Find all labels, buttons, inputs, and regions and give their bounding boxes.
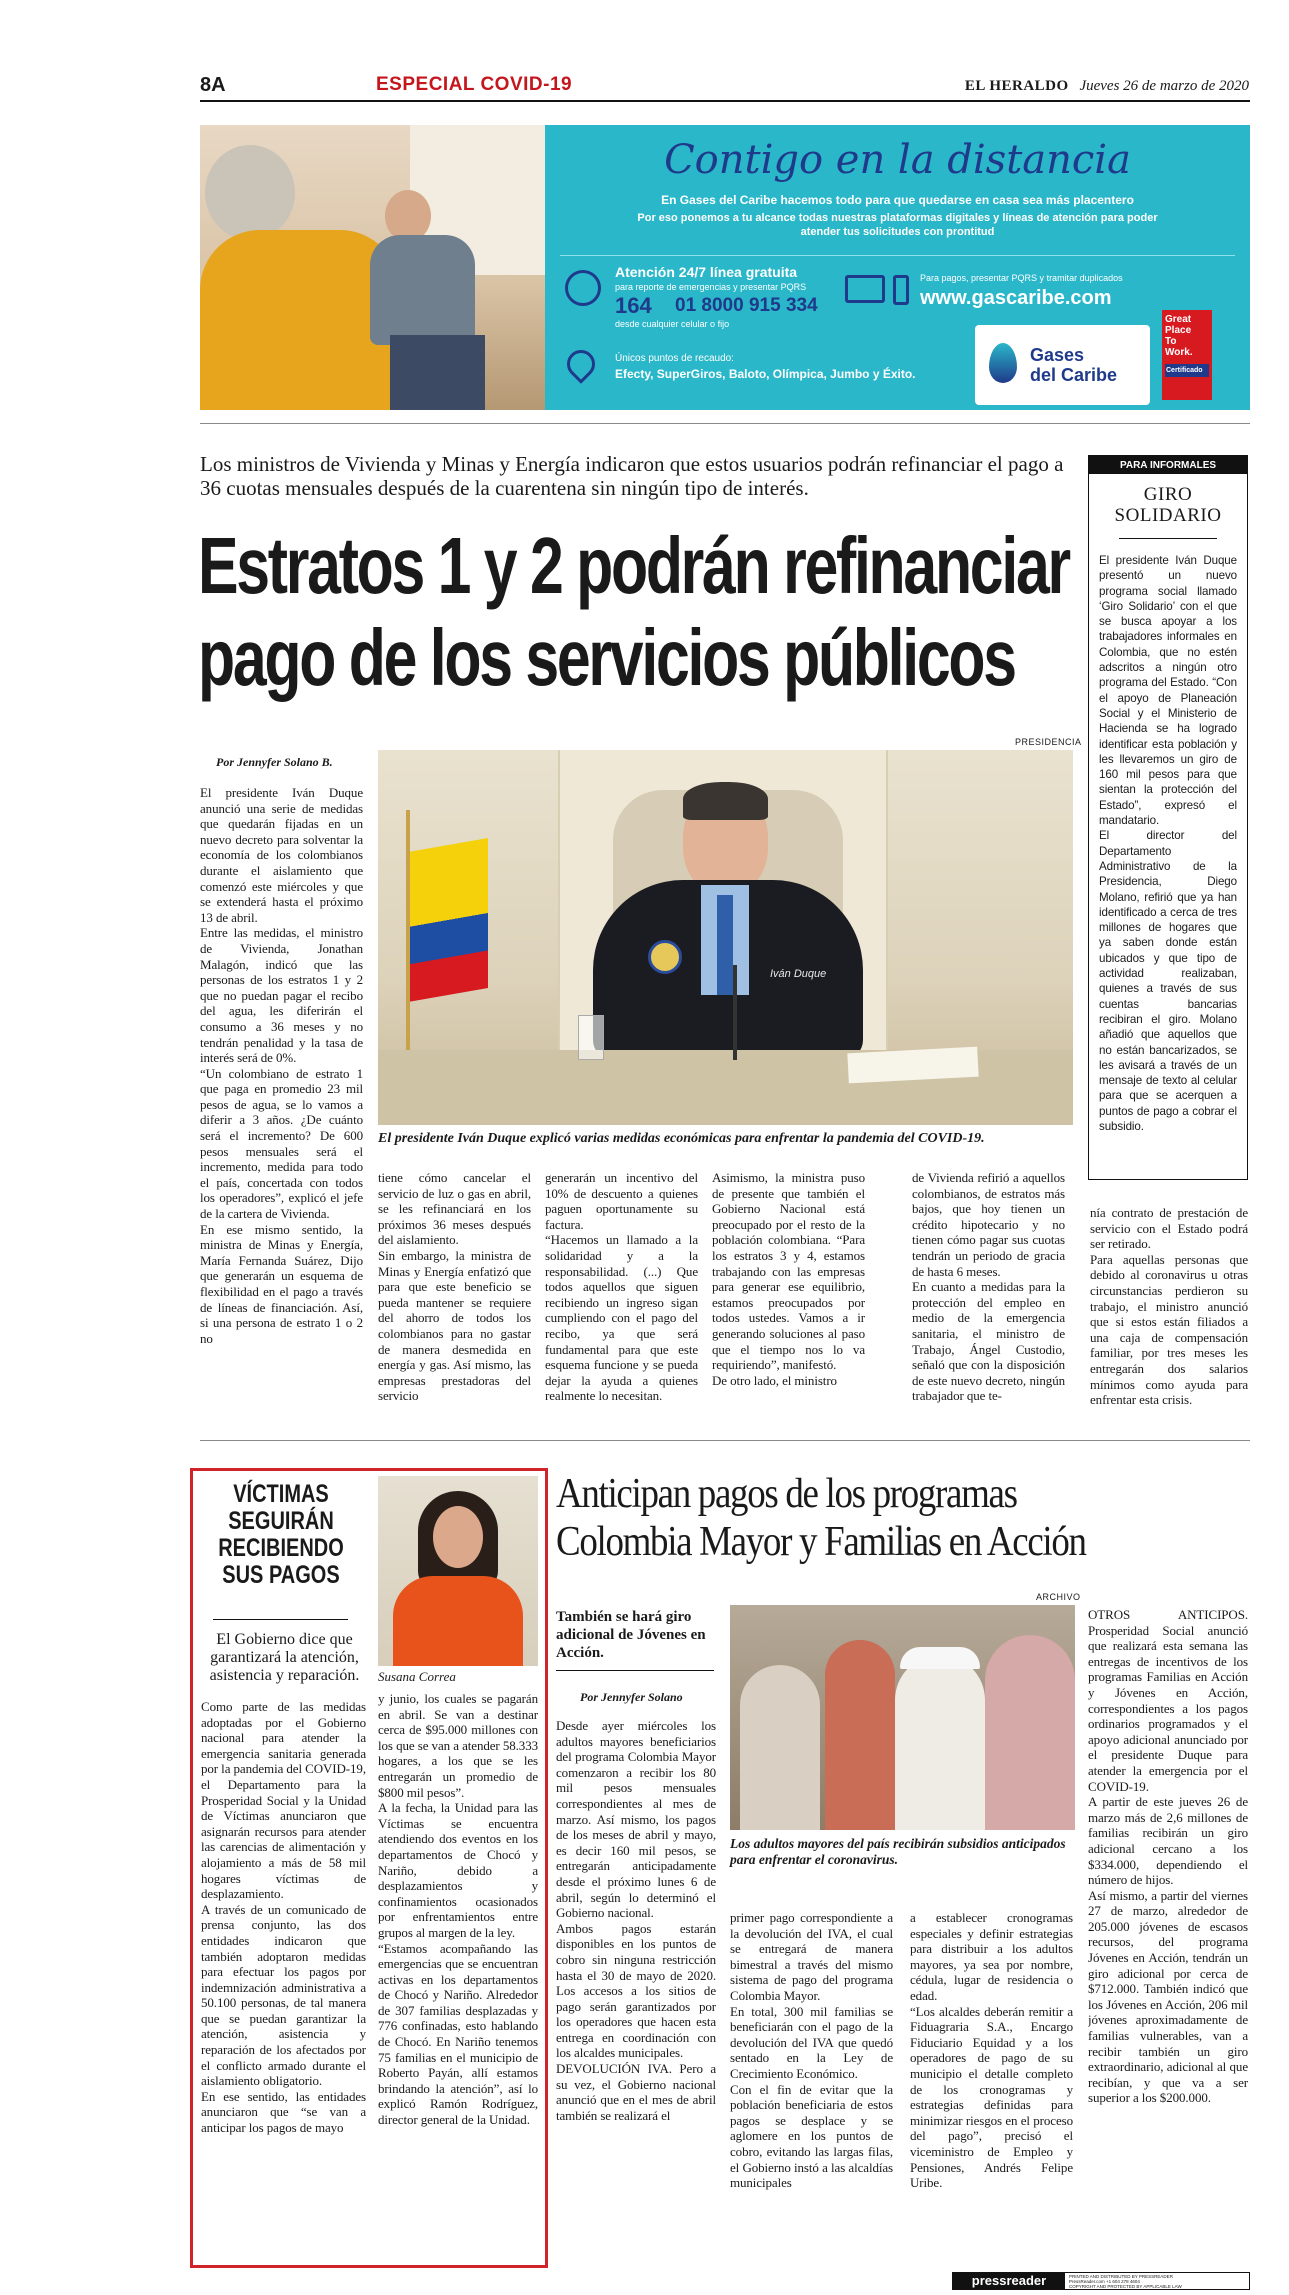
pressreader-footer xyxy=(952,2272,1250,2290)
main-photo xyxy=(378,750,1073,1125)
main-col-3: generarán un incentivo del 10% de descuento a quienes paguen oportunamente su factura. “Hacemos un llamado a la solidaridad y a la responsabilidad. (...) Que todos aquellos que siguen recibiendo un ingreso sigan cumpliendo con el pago del recibo, ya que será fundamental para que este esquema funcione y se pueda dejar la ayuda a quienes realmente lo necesitan. xyxy=(545,1170,698,1404)
crowd-person-3 xyxy=(895,1655,985,1830)
microphone xyxy=(733,965,737,1060)
programs-headline-line1: Anticipan pagos de los programas xyxy=(556,1471,1017,1517)
president-hair xyxy=(683,782,768,820)
ad-photo-man-body xyxy=(370,235,475,345)
mid-rule xyxy=(200,1440,1250,1441)
header-rule xyxy=(200,100,1250,102)
main-col-2: tiene cómo cancelar el servicio de luz o gas en abril, se les refinanciará en los próximos 36 meses después del aislamiento. Sin embargo, la ministra de Minas y Energía enfatizó que para que este beneficio se pueda mantener se requiere del ahorro de todos los colombianos para no gastar de manera desmedida en energía y gas. Así mismo, las empresas prestadoras del servicio xyxy=(378,1170,531,1404)
programs-photo-credit: ARCHIVO xyxy=(1036,1592,1081,1602)
ad-attention-title: Atención 24/7 línea gratuita xyxy=(615,264,798,280)
ad-divider xyxy=(560,255,1235,256)
crowd-person-1 xyxy=(740,1665,820,1830)
flag-pole xyxy=(406,810,410,1060)
programs-caption: Los adultos mayores del país recibirán subsidios anticipados para enfrentar el coronavirus. xyxy=(730,1836,1066,1867)
victims-deck: El Gobierno dice que garantizará la atención, asistencia y reparación. xyxy=(209,1631,360,1684)
page-number: 8A xyxy=(200,74,226,96)
programs-col-3: a establecer cronogramas especiales y definir estrategias para distribuir a los adultos mayores, ya sea por nombre, cédula, lugar de residencia o edad. “Los alcaldes deberán remitir a Fiduagraria S.A., Encargo Fiduciario Equidad y a los operadores de pago de su municipio el detalle completo de los cronogramas y estrategias definidas para minimizar riesgos en el proceso del pago”, precisó el viceministro de Empleo y Pensiones, Andrés Felipe Uribe. xyxy=(910,1910,1073,2191)
ad-rule xyxy=(200,423,1250,424)
sidebar-title-line2: SOLIDARIO xyxy=(1114,505,1222,526)
ad-photo-man-legs xyxy=(390,335,485,410)
badge-line3: To xyxy=(1165,336,1177,347)
sidebar-title xyxy=(1089,484,1247,526)
ad-brand-line1: Gases xyxy=(1030,345,1085,365)
main-headline xyxy=(198,520,1069,704)
susana-correa-photo xyxy=(378,1476,538,1666)
programs-subdeck: También se hará giro adicional de Jóvenes en Acción. xyxy=(556,1609,706,1661)
section-label: ESPECIAL COVID-19 xyxy=(376,74,573,95)
badge-line2: Place xyxy=(1165,325,1192,336)
badge-line4: Work. xyxy=(1165,347,1193,358)
victims-title-line4: SUS PAGOS xyxy=(222,1561,340,1589)
sidebar-title-rule xyxy=(1119,538,1217,539)
victims-col-2: y junio, los cuales se pagarán en abril. Se van a destinar cerca de $95.000 millones con los que se van a atender 58.333 hogares, a los que se les entregarán un promedio de $800 mil pesos”. A la fecha, la Unidad para las Víctimas se encuentra atendiendo dos eventos en los departamentos de Chocó y Nariño, debido a desplazamientos y confinamientos ocasionados por enfrentamientos entre grupos al margen de la ley. “Estamos acompañando las emergencias que se encuentran activas en los departamentos de Chocó y Nariño. Alrededor de 307 familias desplazadas y 776 confinadas, esto hablando de Chocó. En Nariño tenemos 75 familias en el municipio de Roberto Payán, allí estamos brindando la atención”, así lo explicó Ramón Rodríguez, director general de la Unidad. xyxy=(378,1691,538,2128)
programs-col-1: Desde ayer miércoles los adultos mayores beneficiarios del programa Colombia Mayor comenzaron a recibir los 80 mil pesos mensuales correspondientes al mes de marzo. Así mismo, los pagos de los meses de abril y mayo, es decir 160 mil pesos, se entregarán anticipadamente desde el próximo lunes 6 de abril, según lo determinó el Gobierno nacional. Ambos pagos estarán disponibles en los puntos de cobro sin ninguna restricción hasta el 30 de mayo de 2020. Los accesos a los sitios de pago serán garantizados por los operadores que hacen esta entrega en coordinación con los alcaldes municipales. DEVOLUCIÓN IVA. Pero a su vez, el Gobierno nacional anunció que en el mes de abril también se realizará el xyxy=(556,1718,716,2123)
programs-headline xyxy=(556,1470,1190,1566)
main-photo-credit: PRESIDENCIA xyxy=(1015,737,1082,747)
pressreader-line3: COPYRIGHT AND PROTECTED BY APPLICABLE LAW xyxy=(1069,2283,1182,2289)
headset-icon xyxy=(565,270,601,306)
sidebar-tag: PARA INFORMALES xyxy=(1089,458,1247,474)
pressreader-line2: PressReader.com +1 604 278 4604 xyxy=(1069,2278,1140,2284)
flame-icon xyxy=(989,343,1017,383)
programs-photo xyxy=(730,1605,1075,1830)
crowd-hat xyxy=(900,1647,980,1669)
programs-col-4: OTROS ANTICIPOS. Prosperidad Social anunció que realizará esta semana las entregas de incentivos de los programas Familias en Acción y Jóvenes en Acción, correspondientes a los pagos ordinarios programados y el apoyo adicional anunciado por el presidente Duque para atender la emergencia por el COVID-19. A partir de este jueves 26 de marzo más de 2,6 millones de familias recibirán un giro adicional cercano a los $334.000, dependiendo el número de hijos. Así mismo, a partir del viernes 27 de marzo, alrededor de 205.000 jóvenes de escasos recursos, del programa Jóvenes en Acción, tendrán un giro adicional por cerca de $712.000. También indicó que los Jóvenes en Acción, 206 mil jóvenes aproximadamente de familias vulnerables, van a recibir también un giro extraordinario, adicional al que recibían, y que va a ser superior a los $200.000. xyxy=(1088,1607,1248,2106)
portrait-face xyxy=(433,1506,483,1568)
victims-title xyxy=(217,1481,345,1589)
ad-panel xyxy=(545,125,1250,410)
main-headline-line2: pago de los servicios públicos xyxy=(198,613,1015,702)
main-caption: El presidente Iván Duque explicó varias medidas económicas para enfrentar la pandemia del COVID-19. xyxy=(378,1131,985,1146)
badge-line1: Great xyxy=(1165,314,1192,325)
advertisement xyxy=(200,125,1250,410)
sidebar-title-line1: GIRO xyxy=(1143,484,1193,505)
main-byline: Por Jennyfer Solano B. xyxy=(216,755,333,769)
ad-toll-free: 01 8000 915 334 xyxy=(675,295,818,316)
victims-title-line3: RECIBIENDO xyxy=(218,1534,344,1562)
portrait-body xyxy=(393,1576,523,1666)
president-tie xyxy=(717,895,733,995)
paper-name: EL HERALDO xyxy=(964,78,1069,94)
masthead-date xyxy=(965,76,1249,95)
sidebar-body: El presidente Iván Duque presentó un nuevo programa social llamado ‘Giro Solidario’ con el que se busca apoyar a los trabajadores informales en Colombia, que no estén adscritos a ningún otro programa del Estado. “Con el apoyo de Planeación Social y el Ministerio de Hacienda se ha logrado identificar esta población y les llevaremos un giro de 160 mil pesos para que sientan la protección del Estado”, expresó el mandatario. El director del Departamento Administrativo de la Presidencia, Diego Molano, refirió que ya han identificado a cerca de tres millones de hogares que ya saben donde están ubicados y que tipo de actividad realizaban, quienes a través de sus cuentas bancarias recibiran el giro. Molano añadió que aquellos que no están bancarizados, se les avisará a través de un mensaje de texto al celular para que se acerquen a puntos de pago a cobrar el subsidio. xyxy=(1099,554,1237,1133)
victims-col-1: Como parte de las medidas adoptadas por el Gobierno nacional para atender la emergencia sanitaria generada por la pandemia del COVID-19, el Departamento para la Prosperidad Social y la Unidad de Víctimas anunciaron que asignarán recursos para atender las carencias de alimentación y alojamiento a más de 58 mil hogares víctimas de desplazamiento. A través de un comunicado de prensa conjunto, las dos entidades indicaron que también adoptaron medidas para efectuar los pagos por indemnización administrativa a 50.100 personas, de tal manera que se puedan garantizar la atención, asistencia y reparación de los afectados por el conflicto armado durante el aislamiento obligatorio. En ese sentido, las entidades anunciaron que “se van a anticipar los pagos de mayo xyxy=(201,1699,366,2136)
victims-title-rule xyxy=(213,1619,348,1620)
main-col-4: Asimismo, la ministra puso de presente que también el Gobierno Nacional está preocupado por el resto de la población colombiana. “Para los estratos 3 y 4, estamos trabajando con las empresas para generar ese equilibrio, estamos preocupados por todos ustedes. Vamos a ir generando soluciones al paso que el tiempo nos lo va requiriendo”, manifestó. De otro lado, el ministro xyxy=(712,1170,865,1388)
pressreader-line1: PRINTED AND DISTRIBUTED BY PRESSREADER xyxy=(1069,2273,1173,2279)
susana-correa-caption: Susana Correa xyxy=(378,1669,456,1684)
main-col-1: El presidente Iván Duque anunció una serie de medidas que quedarán fijadas en un nuevo decreto para solventar la economía de los colombianos durante el aislamiento que comenzó este miércoles y que se extenderá hasta el próximo 13 de abril. Entre las medidas, el ministro de Vivienda, Jonathan Malagón, indicó que las personas de los estratos 1 y 2 que no puedan pagar el recibo del agua, les diferirán el consumo a 36 meses y no tendrán penalidad y la tasa de interés será de 0%. “Un colombiano de estrato 1 que paga en promedio 23 mil pesos de agua, se lo vamos a diferir a 3 años. ¿De cuánto será el incremento? De 600 pesos mensuales será el incremento, medida para todo el país, concertada con todos los operadores”, explicó el jefe de la cartera de Vivienda. En ese mismo sentido, la ministra de Minas y Energía, María Fernanda Suárez, Dijo que generarán un esquema de flexibilidad en el pago a través de líneas de financiación. Así, si una persona de estrato 1 o 2 no xyxy=(200,785,363,1346)
ad-phone-note: desde cualquier celular o fijo xyxy=(615,319,730,329)
ad-photo xyxy=(200,125,545,410)
issue-date: Jueves 26 de marzo de 2020 xyxy=(1079,78,1249,94)
programs-subdeck-rule xyxy=(556,1670,714,1671)
jacket-emblem xyxy=(648,940,682,974)
victims-title-line1: VÍCTIMAS xyxy=(233,1480,329,1508)
ad-attention-sub: para reporte de emergencias y presentar PQRS xyxy=(615,282,807,292)
phone-icon xyxy=(893,275,909,305)
ad-website: www.gascaribe.com xyxy=(920,287,1112,309)
ad-points: Efecty, SuperGiros, Baloto, Olímpica, Jumbo y Éxito. xyxy=(615,367,916,381)
victims-title-line2: SEGUIRÁN xyxy=(228,1507,334,1535)
colombian-flag xyxy=(408,838,488,1002)
sidebar-box xyxy=(1088,455,1248,1180)
programs-byline: Por Jennyfer Solano xyxy=(580,1690,683,1704)
programs-col-2: primer pago correspondiente a la devolución del IVA, el cual se entregará de manera bimestral a través del mismo sistema de pago del programa Colombia Mayor. En total, 300 mil familias se beneficiarán con el pago de la devolución del IVA que quedó sentado en la Ley de Crecimiento Económico. Con el fin de evitar que la población beneficiaria de estos pagos se desplace y se aglomere en los puntos de cobro, evitando las largas filas, el Gobierno instó a las alcaldías municipales xyxy=(730,1910,893,2191)
gptw-badge xyxy=(1162,310,1212,400)
ad-points-title: Únicos puntos de recaudo: xyxy=(615,353,734,364)
location-icon xyxy=(561,344,601,384)
pressreader-text xyxy=(1069,2274,1182,2289)
crowd-person-2 xyxy=(825,1640,895,1830)
main-col-5: de Vivienda refirió a aquellos colombianos, de estratos más bajos, que hoy tienen un crédito hipotecario y no tienen cómo pagar sus cuotas tendrán un periodo de gracia de hasta 6 meses. En cuanto a medidas para la protección del empleo en medio de la emergencia sanitaria, el ministro de Trabajo, Ángel Custodio, señaló que con la disposición de este nuevo decreto, ningún trabajador que te- xyxy=(912,1170,1065,1404)
badge-line5: Certificado xyxy=(1165,364,1209,377)
main-headline-line1: Estratos 1 y 2 podrán refinanciar xyxy=(198,521,1069,610)
main-deck: Los ministros de Vivienda y Minas y Energía indicaron que estos usuarios podrán refinanciar el pago a 36 cuotas mensuales después de la cuarentena sin ningún tipo de interés. xyxy=(200,452,1064,500)
victims-box xyxy=(190,1468,548,2268)
water-glass xyxy=(578,1015,604,1060)
ad-brand-line2: del Caribe xyxy=(1030,365,1118,385)
ad-line1: En Gases del Caribe hacemos todo para que quedarse en casa sea más placentero xyxy=(661,193,1134,207)
main-col-6: nía contrato de prestación de servicio con el Estado podrá ser retirado. Para aquellas personas que debido al coronavirus u otras circunstancias perdieron su trabajo, el ministro anunció que si estos están filiados a una caja de compensación familiar, por tres meses les entregarán dos salarios mínimos como ayuda para enfrentar esta crisis. xyxy=(1090,1205,1248,1408)
computer-icon xyxy=(845,275,885,303)
ad-short-number: 164 xyxy=(615,293,652,318)
ad-line2: Por eso ponemos a tu alcance todas nuestras plataformas digitales y líneas de atención para poder atender tus solicitudes con prontitud xyxy=(637,212,1158,238)
jacket-name-text: Iván Duque xyxy=(770,968,827,980)
ad-photo-woman-hair xyxy=(205,145,295,240)
ad-brand-box xyxy=(975,325,1150,405)
ad-headline: Contigo en la distancia xyxy=(664,137,1131,183)
ad-pay-note: Para pagos, presentar PQRS y tramitar duplicados xyxy=(920,273,1123,283)
programs-headline-line2: Colombia Mayor y Familias en Acción xyxy=(556,1519,1086,1565)
pressreader-logo: pressreader xyxy=(953,2273,1065,2289)
crowd-person-4 xyxy=(985,1635,1075,1830)
